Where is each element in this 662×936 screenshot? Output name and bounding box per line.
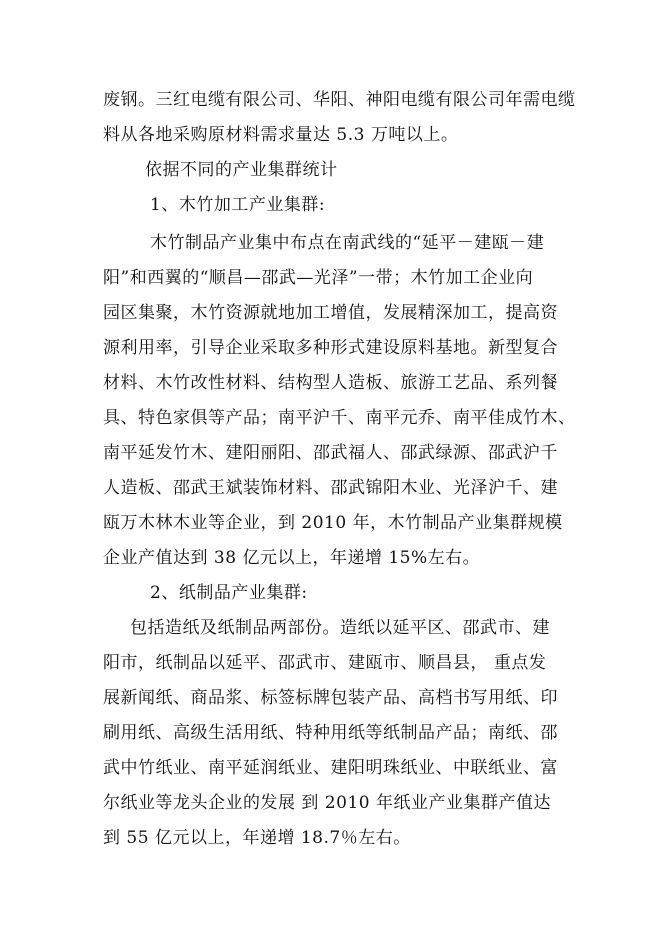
text-line-20: 武中竹纸业、南平延润纸业、建阳明珠纸业、中联纸业、富	[103, 758, 558, 778]
text-line-12: 人造板、邵武王斌装饰材料、邵武锦阳木业、光泽沪千、建	[103, 478, 558, 498]
text-line-18: 展新闻纸、商品浆、标签标牌包装产品、高档书写用纸、印	[103, 688, 558, 708]
text-line-1: 废钢。三红电缆有限公司、华阳、神阳电缆有限公司年需电缆	[103, 90, 576, 110]
subsection-heading-1: 1、木竹加工产业集群:	[150, 195, 326, 215]
text-line-14: 企业产值达到 38 亿元以上，年递增 15%左右。	[103, 548, 481, 568]
text-line-2: 料从各地采购原材料需求量达 5.3 万吨以上。	[103, 125, 459, 145]
text-line-16: 包括造纸及纸制品两部份。造纸以延平区、邵武市、建	[130, 618, 550, 638]
text-line-19: 刷用纸、高级生活用纸、特种用纸等纸制品产品；南纸、邵	[103, 723, 558, 743]
text-line-7: 园区集聚，木竹资源就地加工增值，发展精深加工，提高资	[103, 303, 558, 323]
text-line-6: 阳”和西翼的“顺昌—邵武—光泽”一带；木竹加工企业向	[103, 268, 534, 288]
text-line-13: 瓯万木林木业等企业，到 2010 年，木竹制品产业集群规模	[103, 513, 563, 533]
text-line-22: 到 55 亿元以上，年递增 18.7％左右。	[103, 828, 411, 848]
text-line-17: 阳市，纸制品以延平、邵武市、建瓯市、顺昌县， 重点发	[103, 653, 547, 673]
text-line-21: 尔纸业等龙头企业的发展 到 2010 年纸业产业集群产值达	[103, 793, 551, 813]
text-line-10: 具、特色家俱等产品；南平沪千、南平元乔、南平佳成竹木、	[103, 408, 576, 428]
text-line-5: 木竹制品产业集中布点在南武线的“延平－建瓯－建	[150, 233, 545, 253]
text-line-8: 源利用率，引导企业采取多种形式建设原料基地。新型复合	[103, 338, 558, 358]
subsection-heading-2: 2、纸制品产业集群:	[150, 583, 308, 603]
text-line-9: 材料、木竹改性材料、结构型人造板、旅游工艺品、系列餐	[103, 373, 558, 393]
text-line-11: 南平延发竹木、建阳丽阳、邵武福人、邵武绿源、邵武沪千	[103, 443, 558, 463]
section-heading: 依据不同的产业集群统计	[145, 160, 338, 180]
